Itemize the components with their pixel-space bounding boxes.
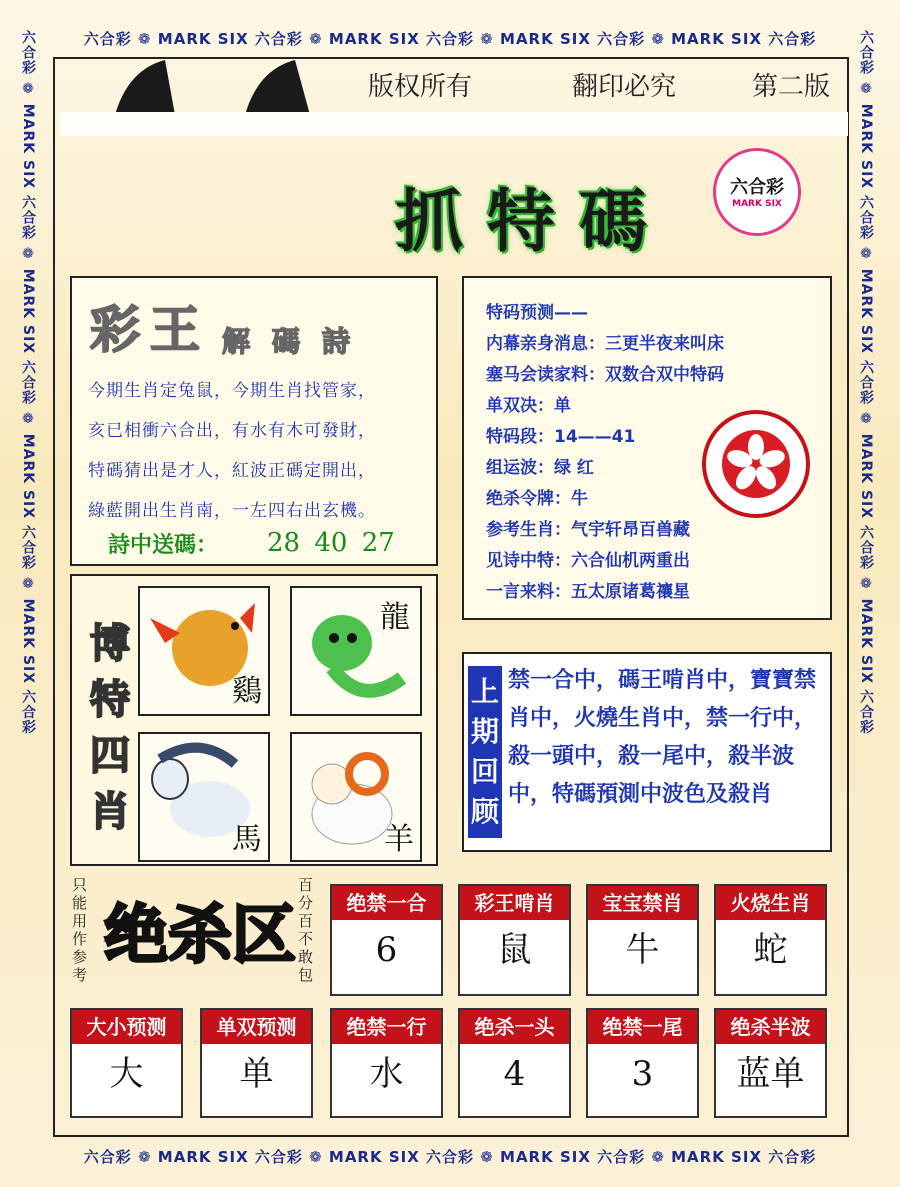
kill-cell [330, 1008, 443, 1118]
poem-line-3: 特碼猜出是才人，紅波正碼定開出， [88, 461, 376, 481]
kill-cell-value: 鼠 [497, 930, 532, 970]
prediction-lines [486, 298, 724, 608]
poem-gift-numbers: 28 40 27 [267, 528, 395, 558]
kill-cell [330, 884, 443, 996]
kill-cell [70, 1008, 183, 1118]
copyright-text: 版权所有 [368, 72, 473, 102]
predict-line: 组运波：绿 红 [486, 458, 594, 478]
review-label: 上期回顾 [468, 666, 502, 838]
kill-cell-value: 牛 [625, 930, 660, 970]
poem-gift-label: 詩中送碼： [108, 532, 219, 558]
predict-line: 一言来料：五太原诸葛禳星 [486, 582, 690, 602]
predict-line: 参考生肖：气宇轩昂百兽藏 [486, 520, 690, 540]
kill-cell [714, 1008, 827, 1118]
predict-line: 见诗中特：六合仙机两重出 [486, 551, 690, 571]
kill-cell-label: 绝禁一尾 [588, 1010, 697, 1044]
kill-cell [458, 884, 571, 996]
mark-six-logo: 六合彩 MARK SIX [713, 148, 801, 236]
poem-title-sub: 解碼詩 [222, 325, 373, 358]
kill-cell-label: 宝宝禁肖 [588, 886, 697, 920]
predict-line: 绝杀令牌：牛 [486, 489, 588, 509]
kill-cell [458, 1008, 571, 1118]
kill-cell-label: 单双预测 [202, 1010, 311, 1044]
poem-line-4: 綠藍開出生肖南，一左四右出玄機。 [88, 501, 376, 521]
kill-cell-label: 绝杀半波 [716, 1010, 825, 1044]
kill-cell [586, 1008, 699, 1118]
animal-dragon [290, 586, 422, 716]
kill-cell-value: 大 [109, 1054, 144, 1094]
four-animals-label: 博特四肖 [90, 620, 130, 835]
kill-cell-value: 蓝单 [736, 1054, 805, 1094]
kill-cell-value: 6 [375, 930, 398, 970]
prediction-box [462, 276, 832, 620]
header-white-band [60, 112, 848, 136]
animal-char-rooster: 鷄 [232, 674, 262, 709]
kill-cell-label: 绝杀一头 [460, 1010, 569, 1044]
animal-horse [138, 732, 270, 862]
animal-char-dragon: 龍 [380, 600, 410, 635]
edition-text: 第二版 [752, 72, 831, 102]
kill-cell-value: 3 [631, 1054, 654, 1094]
review-box [462, 652, 832, 852]
kill-cell-value: 4 [503, 1054, 526, 1094]
kill-cell [714, 884, 827, 996]
kill-zone-title: 绝杀区 [104, 899, 296, 973]
review-text: 禁一合中，碼王啃肖中，寶寶禁肖中，火燒生肖中，禁一行中，殺一頭中，殺一尾中，殺半波中，特碼預測中波色及殺肖 [508, 668, 817, 807]
poem-box [70, 276, 438, 566]
kill-cell-label: 绝禁一合 [332, 886, 441, 920]
kill-cell-label: 大小预测 [72, 1010, 181, 1044]
poem-line-2: 亥已相衝六合出，有水有木可發財， [88, 421, 376, 441]
predict-line: 特码预测—— [486, 303, 588, 323]
top-border-strip: 六合彩 ❁ MARK SIX 六合彩 ❁ MARK SIX 六合彩 ❁ MARK SIX 六合彩 ❁ MARK SIX 六合彩 [83, 29, 817, 48]
animal-rooster [138, 586, 270, 716]
kill-cell [586, 884, 699, 996]
animal-sheep [290, 732, 422, 862]
kill-cell-value: 蛇 [753, 930, 788, 970]
kill-cell-value: 单 [239, 1054, 274, 1094]
hk-seal-icon [702, 410, 810, 518]
no-copy-text: 翻印必究 [572, 72, 677, 102]
predict-line: 内幕亲身消息：三更半夜来叫床 [486, 334, 724, 354]
kill-cell-label: 彩王啃肖 [460, 886, 569, 920]
kill-cell-label: 绝禁一行 [332, 1010, 441, 1044]
kill-cell [200, 1008, 313, 1118]
right-border-strip: 六合彩 ❁ MARK SIX 六合彩 ❁ MARK SIX 六合彩 ❁ MARK SIX 六合彩 ❁ MARK SIX 六合彩 [858, 30, 874, 735]
kill-left-note: 只能用作参考 [72, 876, 88, 984]
kill-right-note: 百分百不敢包 [298, 876, 314, 984]
poem-line-1: 今期生肖定兔鼠，今期生肖找管家， [88, 381, 376, 401]
predict-line: 塞马会读家料：双数合双中特码 [486, 365, 724, 385]
predict-line: 单双决：单 [486, 396, 571, 416]
animal-char-sheep: 羊 [384, 822, 414, 857]
bottom-border-strip: 六合彩 ❁ MARK SIX 六合彩 ❁ MARK SIX 六合彩 ❁ MARK SIX 六合彩 ❁ MARK SIX 六合彩 [83, 1147, 817, 1166]
page-title: 抓特碼 [395, 183, 672, 262]
kill-cell-value: 水 [369, 1054, 404, 1094]
poem-title-main: 彩王 [90, 300, 210, 359]
predict-line: 特码段：14——41 [486, 427, 636, 447]
left-border-strip: 六合彩 ❁ MARK SIX 六合彩 ❁ MARK SIX 六合彩 ❁ MARK SIX 六合彩 ❁ MARK SIX 六合彩 [20, 30, 36, 735]
kill-cell-label: 火烧生肖 [716, 886, 825, 920]
animal-char-horse: 馬 [232, 822, 262, 857]
corner-graphic [95, 60, 355, 115]
